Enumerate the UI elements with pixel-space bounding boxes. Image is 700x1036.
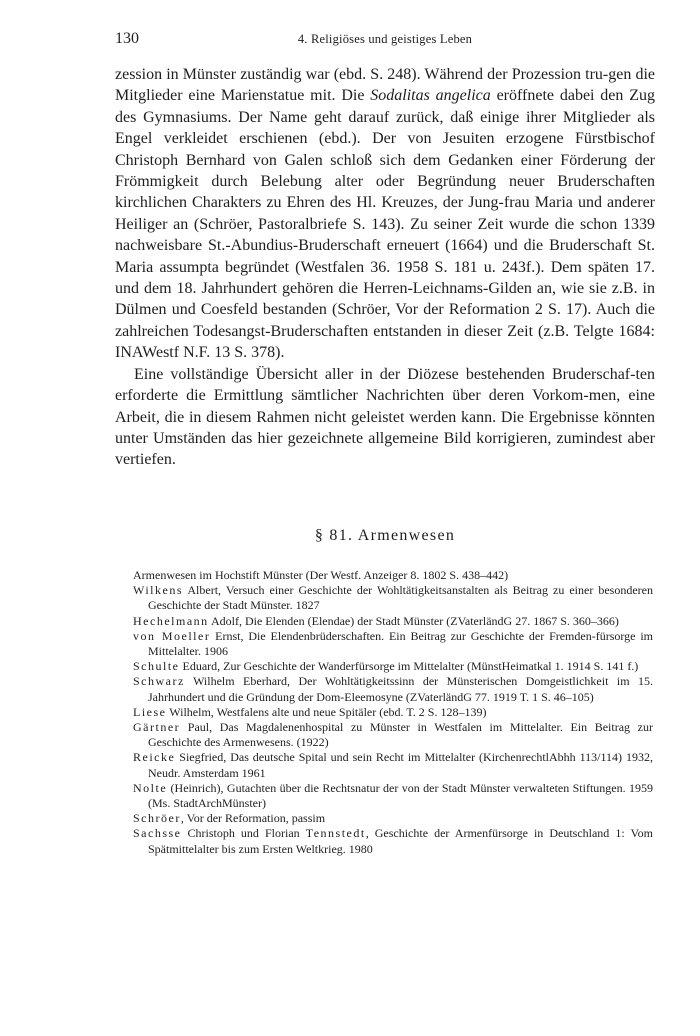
bib-author: Nolte — [133, 780, 168, 795]
bib-text: Paul, Das Magdalenenhospital zu Münster in Westfalen im Mittelalter. Ein Beitrag zur Geschichte des Armenwesens. (1922) — [148, 720, 653, 750]
body-text — [115, 64, 655, 471]
bibliography-entry — [133, 811, 653, 826]
bibliography-entry — [133, 720, 653, 750]
bibliography-entry — [133, 705, 653, 720]
bib-author: von Moeller — [133, 628, 211, 643]
bib-text: , Geschichte der Armenfürsorge in Deutschland 1: Vom Spätmittelalter bis zum Ersten Weltkrieg. 1980 — [148, 826, 653, 856]
bibliography-entry — [133, 614, 653, 629]
bibliography-entry — [133, 583, 653, 613]
bibliography-entry — [133, 659, 653, 674]
bib-text: Adolf, Die Elenden (Elendae) der Stadt Münster (ZVaterländG 27. 1867 S. 360–366) — [208, 613, 619, 628]
page-header — [115, 30, 655, 50]
bib-text: Siegfried, Das deutsche Spital und sein Recht im Mittelalter (KirchenrechtlAbhh 113/114) 1932, Neudr. Amsterdam 1961 — [148, 750, 653, 780]
italic-term: Sodalitas angelica — [370, 87, 491, 105]
bib-author: Reicke — [133, 750, 176, 765]
bibliography-list — [133, 568, 653, 857]
section-heading: § 81. Armenwesen — [314, 527, 456, 544]
bib-author: Schröer — [133, 811, 181, 826]
bib-author: Schwarz — [133, 674, 185, 689]
bib-text: Eduard, Zur Geschichte der Wanderfürsorge im Mittelalter (MünstHeimatkal 1. 1914 S. 141 f.) — [179, 659, 639, 674]
bib-author: Sachsse — [133, 826, 182, 841]
bib-text: Albert, Versuch einer Geschichte der Wohltätigkeitsanstalten als Beitrag zu einer besonderen Geschichte der Stadt Münster. 1827 — [148, 583, 653, 613]
page-number: 130 — [115, 30, 139, 47]
bibliography-entry — [133, 629, 653, 659]
bib-text: (Heinrich), Gutachten über die Rechtsnatur der von der Stadt Münster verwalteten Stiftungen. 1959 (Ms. StadtArchMünster) — [148, 780, 653, 811]
bibliography-entry — [133, 674, 653, 704]
bibliography-entry — [133, 781, 653, 811]
bib-author: Hechelmann — [133, 613, 209, 628]
running-title: 4. Religiöses und geistiges Leben — [297, 32, 473, 46]
bib-text: Christoph und Florian — [181, 826, 306, 841]
bib-author: Wilkens — [133, 583, 184, 598]
paragraph: Eine vollständige Übersicht aller in der Diözese bestehenden Bruderschaf-ten erforderte die Ermittlung sämtlicher Nachrichten über deren Vorkom-men, eine Arbeit, die in diesem Rahmen nicht geleistet werden kann. Die Ergebnisse könnten unter Umständen das hier gezeichnete allgemeine Bild korrigieren, zumindest aber vertiefen. — [115, 365, 655, 469]
bib-author: Gärtner — [133, 720, 181, 735]
bibliography-entry — [133, 750, 653, 780]
paragraph — [115, 64, 655, 364]
bib-author: Liese — [133, 704, 167, 719]
paragraph-text: eröffnete dabei den Zug des Gymnasiums. Der Name geht darauf zurück, daß einige ihrer Mitglieder als Engel verkleidet erschienen (ebd.). Der von Jesuiten erzogene Fürstbischof Christoph Bernhard von Galen schloß sich dem Gedanken einer Förderung der Frömmigkeit durch Belebung alter oder Begründung neuer Bruderschaften kirchlichen Charakters zu Ehren des Hl. Kreuzes, der Jung-frau Maria und anderer Heiliger an (Schröer, Pastoralbriefe S. 143). Zu seiner Zeit wurde die schon 1339 nachweisbare St.-Abundius-Bruderschaft erneuert (1664) und die Bruderschaft St. Maria assumpta begründet (Westfalen 36. 1958 S. 181 u. 243f.). Dem späten 17. und dem 18. Jahrhundert gehören die Herren-Leichnams-Gilden an, wie sie z.B. in Dülmen und Coesfeld bestanden (Schröer, Vor der Reformation 2 S. 17). Auch die zahlreichen Todesangst-Bruderschaften entstanden in dieser Zeit (z.B. Telgte 1684: INAWestf N.F. 13 S. 378). — [115, 87, 656, 362]
bib-text: Armenwesen im Hochstift Münster (Der Westf. Anzeiger 8. 1802 S. 438–442) — [133, 568, 509, 582]
bibliography-entry — [133, 826, 653, 856]
bib-text: Wilhelm Eberhard, Der Wohltätigkeitssinn der Münsterischen Domgeistlichkeit im 15. Jahrhundert und die Gründung der Dom-Eleemosyne (ZVaterländG 77. 1919 T. 1 S. 46–105) — [148, 674, 653, 704]
bib-text: , Vor der Reformation, passim — [180, 811, 326, 826]
paragraph-text: zession in Münster zuständig war (ebd. S. 248). Während der Prozession tru-gen die Mitglieder eine Marienstatue mit. Die — [115, 66, 655, 105]
bib-text: Wilhelm, Westfalens alte und neue Spitäler (ebd. T. 2 S. 128–139) — [166, 704, 487, 719]
bib-text: Ernst, Die Elendenbrüderschaften. Ein Beitrag zur Geschichte der Fremden-fürsorge im Mittelalter. 1906 — [148, 628, 653, 659]
bibliography-entry — [133, 568, 653, 583]
bib-author: Tennstedt — [305, 826, 366, 841]
bib-author: Schulte — [133, 659, 180, 674]
